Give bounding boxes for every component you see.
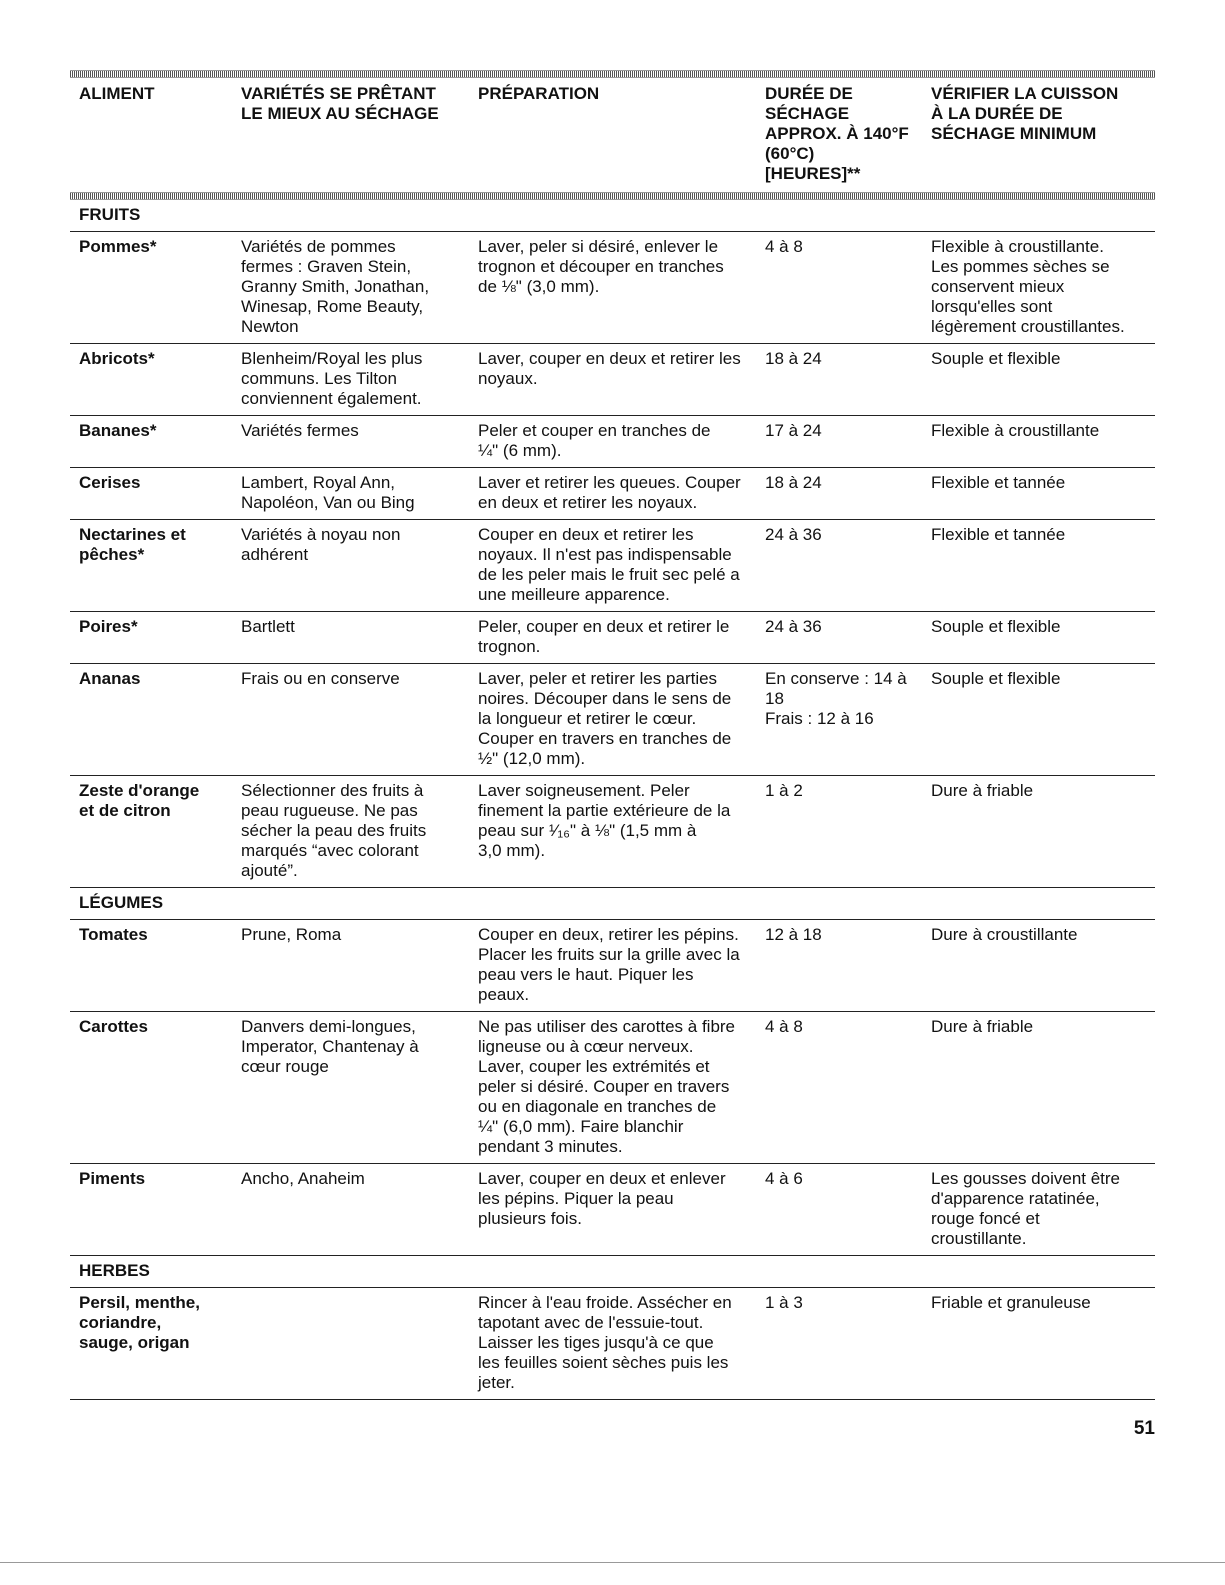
cell-drying-time: En conserve : 14 à 18 Frais : 12 à 16: [765, 669, 907, 728]
cell-doneness: Friable et granuleuse: [931, 1293, 1091, 1312]
table-body: [70, 200, 1155, 1400]
cell-drying-time: 18 à 24: [765, 473, 822, 492]
table-row: [70, 1012, 1155, 1164]
table-row: [70, 344, 1155, 416]
cell-food: Abricots*: [79, 349, 155, 368]
cell-doneness: Flexible et tannée: [931, 525, 1066, 544]
cell-varieties: Lambert, Royal Ann, Napoléon, Van ou Bing: [241, 473, 415, 512]
bottom-rule: [0, 1562, 1225, 1563]
header-aliment: ALIMENT: [79, 84, 155, 103]
cell-varieties: Frais ou en conserve: [241, 669, 400, 688]
cell-doneness: Flexible à croustillante. Les pommes sèches se conservent mieux lorsqu'elles sont légèrement croustillantes.: [931, 237, 1125, 336]
cell-preparation: Peler et couper en tranches de ¼" (6 mm).: [478, 421, 711, 460]
cell-preparation: Laver, peler si désiré, enlever le trognon et découper en tranches de ⅛" (3,0 mm).: [478, 237, 724, 296]
cell-preparation: Laver, couper en deux et retirer les noyaux.: [478, 349, 741, 388]
table-row: [70, 612, 1155, 664]
cell-drying-time: 24 à 36: [765, 525, 822, 544]
table-row: [70, 1164, 1155, 1256]
cell-preparation: Ne pas utiliser des carottes à fibre ligneuse ou à cœur nerveux. Laver, couper les extrémités et peler si désiré. Couper en travers ou en diagonale en tranches de ¼" (6,0 mm). Faire blanchir pendant 3 minutes.: [478, 1017, 736, 1156]
cell-preparation: Peler, couper en deux et retirer le trognon.: [478, 617, 730, 656]
header-preparation: PRÉPARATION: [478, 84, 600, 103]
cell-preparation: Couper en deux et retirer les noyaux. Il n'est pas indispensable de les peler mais le fruit sec pelé a une meilleure apparence.: [478, 525, 740, 604]
page-number: 51: [1133, 1418, 1155, 1439]
table-row: [70, 416, 1155, 468]
cell-food: Carottes: [79, 1017, 148, 1036]
section-title: HERBES: [70, 1256, 1155, 1288]
table-row: [70, 776, 1155, 888]
cell-preparation: Couper en deux, retirer les pépins. Placer les fruits sur la grille avec la peau vers le haut. Piquer les peaux.: [478, 925, 740, 1004]
header-verifier: VÉRIFIER LA CUISSON À LA DURÉE DE SÉCHAGE MINIMUM: [931, 84, 1119, 143]
cell-varieties: [232, 1293, 469, 1393]
cell-doneness: Dure à croustillante: [931, 925, 1078, 944]
cell-food: Ananas: [79, 669, 141, 688]
cell-doneness: Souple et flexible: [931, 349, 1061, 368]
section-title: FRUITS: [70, 200, 1155, 232]
cell-preparation: Laver, couper en deux et enlever les pépins. Piquer la peau plusieurs fois.: [478, 1169, 726, 1228]
cell-drying-time: 4 à 8: [765, 1017, 803, 1036]
table-row: [70, 232, 1155, 344]
cell-preparation: Laver soigneusement. Peler finement la partie extérieure de la peau sur ¹⁄₁₆" à ⅛" (1,5 mm à 3,0 mm).: [478, 781, 731, 860]
cell-drying-time: 1 à 2: [765, 781, 803, 800]
cell-food: Piments: [79, 1169, 146, 1188]
cell-preparation: Laver et retirer les queues. Couper en deux et retirer les noyaux.: [478, 473, 741, 512]
section-title: LÉGUMES: [70, 888, 1155, 920]
cell-food: Tomates: [79, 925, 148, 944]
cell-food: Persil, menthe, coriandre, sauge, origan: [79, 1293, 200, 1352]
cell-food: Poires*: [79, 617, 138, 636]
cell-food: Pommes*: [79, 237, 157, 256]
cell-varieties: Danvers demi-longues, Imperator, Chantenay à cœur rouge: [241, 1017, 419, 1076]
cell-varieties: Variétés fermes: [241, 421, 359, 440]
cell-drying-time: 24 à 36: [765, 617, 822, 636]
table-row: [70, 920, 1155, 1012]
drying-table: [70, 70, 1155, 1400]
cell-drying-time: 1 à 3: [765, 1293, 803, 1312]
cell-drying-time: 17 à 24: [765, 421, 822, 440]
cell-varieties: Variétés de pommes fermes : Graven Stein, Granny Smith, Jonathan, Winesap, Rome Beauty, Newton: [241, 237, 430, 336]
cell-doneness: Les gousses doivent être d'apparence ratatinée, rouge foncé et croustillante.: [931, 1169, 1121, 1248]
header-hatch-rule: [70, 192, 1155, 200]
cell-drying-time: 4 à 6: [765, 1169, 803, 1188]
cell-varieties: Sélectionner des fruits à peau rugueuse. Ne pas sécher la peau des fruits marqués “avec colorant ajouté”.: [241, 781, 427, 880]
cell-doneness: Flexible et tannée: [931, 473, 1066, 492]
table-row: [70, 1288, 1155, 1400]
cell-doneness: Dure à friable: [931, 781, 1034, 800]
cell-food: Zeste d'orange et de citron: [79, 781, 200, 820]
cell-varieties: Bartlett: [241, 617, 295, 636]
cell-doneness: Souple et flexible: [931, 669, 1061, 688]
header-duree: DURÉE DE SÉCHAGE APPROX. À 140°F (60°C) [HEURES]**: [765, 84, 909, 183]
header-varietes: VARIÉTÉS SE PRÊTANT LE MIEUX AU SÉCHAGE: [241, 84, 439, 123]
cell-preparation: Laver, peler et retirer les parties noires. Découper dans le sens de la longueur et retirer le cœur. Couper en travers en tranches de ½" (12,0 mm).: [478, 669, 732, 768]
cell-drying-time: 18 à 24: [765, 349, 822, 368]
cell-doneness: Dure à friable: [931, 1017, 1034, 1036]
cell-food: Cerises: [79, 473, 141, 492]
table-row: [70, 520, 1155, 612]
cell-drying-time: 12 à 18: [765, 925, 822, 944]
cell-doneness: Souple et flexible: [931, 617, 1061, 636]
table-row: [70, 468, 1155, 520]
cell-varieties: Variétés à noyau non adhérent: [241, 525, 401, 564]
cell-doneness: Flexible à croustillante: [931, 421, 1100, 440]
cell-varieties: Prune, Roma: [241, 925, 342, 944]
cell-preparation: Rincer à l'eau froide. Assécher en tapotant avec de l'essuie-tout. Laisser les tiges jusqu'à ce que les feuilles soient sèches puis les jeter.: [478, 1293, 732, 1392]
cell-varieties: Ancho, Anaheim: [241, 1169, 365, 1188]
cell-drying-time: 4 à 8: [765, 237, 803, 256]
cell-varieties: Blenheim/Royal les plus communs. Les Tilton conviennent également.: [241, 349, 423, 408]
cell-food: Bananes*: [79, 421, 157, 440]
top-hatch-rule: [70, 70, 1155, 78]
table-header: [70, 78, 1155, 192]
table-row: [70, 664, 1155, 776]
cell-food: Nectarines et pêches*: [79, 525, 186, 564]
